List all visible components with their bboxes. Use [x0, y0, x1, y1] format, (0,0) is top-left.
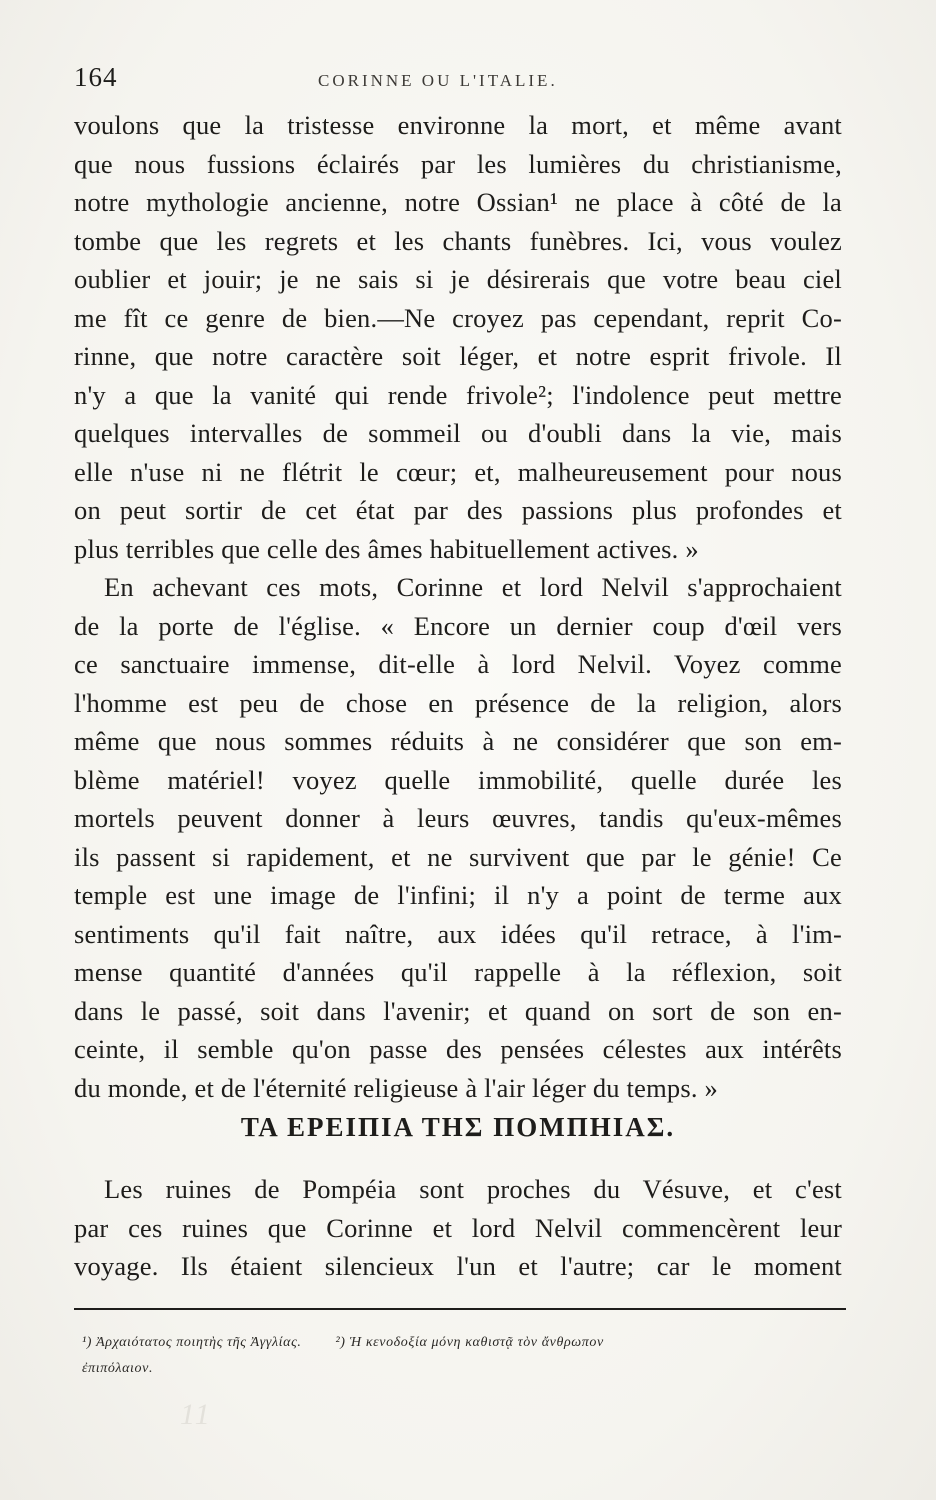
- text-line: rinne, que notre caractère soit léger, et notre esprit frivole. Il: [74, 341, 842, 371]
- text-line: plus terribles que celle des âmes habituellement actives. »: [74, 533, 699, 564]
- section-heading: ΤΑ ΕΡΕΙΠΙΑ ΤΗΣ ΠΟΜΠΗΙΑΣ.: [240, 1112, 676, 1142]
- text-line: mortels peuvent donner à leurs œuvres, tandis qu'eux-mêmes: [74, 803, 842, 833]
- footnote-rule: [74, 1308, 846, 1310]
- signature-mark: 11: [180, 1398, 212, 1431]
- footnote-1: ¹) Ἀρχαιότατος ποιητὴς τῆς Ἀγγλίας.: [82, 1335, 302, 1350]
- text-line: dans le passé, soit dans l'avenir; et quand on sort de son en-: [74, 995, 842, 1026]
- text-line: même que nous sommes réduits à ne considérer que son em-: [74, 726, 842, 756]
- footnotes: [82, 1330, 852, 1382]
- text-line: voyage. Ils étaient silencieux l'un et l'autre; car le moment: [74, 1251, 842, 1281]
- text-line: sentiments qu'il fait naître, aux idées qu'il retrace, à l'im-: [74, 918, 842, 949]
- text-line: En achevant ces mots, Corinne et lord Nelvil s'approchaient: [104, 572, 842, 602]
- footnote-2-continued: ἐπιπόλαιον.: [82, 1361, 154, 1376]
- text-line: quelques intervalles de sommeil ou d'oubli dans la vie, mais: [74, 418, 842, 448]
- text-line: mense quantité d'années qu'il rappelle à la réflexion, soit: [74, 957, 842, 987]
- text-line: l'homme est peu de chose en présence de la religion, alors: [74, 687, 842, 718]
- text-line: me fît ce genre de bien.—Ne croyez pas cependant, reprit Co-: [74, 302, 842, 333]
- text-line: ce sanctuaire immense, dit-elle à lord Nelvil. Voyez comme: [74, 649, 842, 679]
- text-line: oublier et jouir; je ne sais si je désirerais que votre beau ciel: [74, 264, 842, 294]
- body-text-block: [74, 106, 842, 1107]
- text-line: notre mythologie ancienne, notre Ossian¹ ne place à côté de la: [74, 187, 842, 217]
- text-line: temple est une image de l'infini; il n'y a point de terme aux: [74, 880, 842, 910]
- text-line: Les ruines de Pompéia sont proches du Vésuve, et c'est: [104, 1174, 842, 1204]
- footnote-line: [82, 1330, 852, 1356]
- text-line: on peut sortir de cet état par des passions plus profondes et: [74, 495, 842, 525]
- text-line: du monde, et de l'éternité religieuse à l'air léger du temps. »: [74, 1072, 718, 1103]
- footnote-2: ²) Ἡ κενοδοξία μόνη καθιστᾷ τὸν ἄνθρωπον: [335, 1335, 604, 1350]
- text-line: n'y a que la vanité qui rende frivole²; l'indolence peut mettre: [74, 379, 842, 410]
- text-line: voulons que la tristesse environne la mort, et même avant: [74, 110, 842, 140]
- text-line: blème matériel! voyez quelle immobilité, quelle durée les: [74, 764, 842, 795]
- text-line: que nous fussions éclairés par les lumières du christianisme,: [74, 148, 842, 179]
- running-head: [74, 62, 844, 102]
- text-line: ceinte, il semble qu'on passe des pensées célestes aux intérêts: [74, 1034, 842, 1064]
- running-title: CORINNE OU L'ITALIE.: [318, 71, 558, 90]
- body-text-block-2: [74, 1170, 842, 1286]
- text-line: elle n'use ni ne flétrit le cœur; et, malheureusement pour nous: [74, 456, 842, 487]
- text-line: par ces ruines que Corinne et lord Nelvil commencèrent leur: [74, 1212, 842, 1243]
- text-line: de la porte de l'église. « Encore un dernier coup d'œil vers: [74, 610, 842, 641]
- text-line: tombe que les regrets et les chants funèbres. Ici, vous voulez: [74, 225, 842, 256]
- page-number: 164: [74, 62, 118, 92]
- text-line: ils passent si rapidement, et ne survivent que par le génie! Ce: [74, 841, 842, 872]
